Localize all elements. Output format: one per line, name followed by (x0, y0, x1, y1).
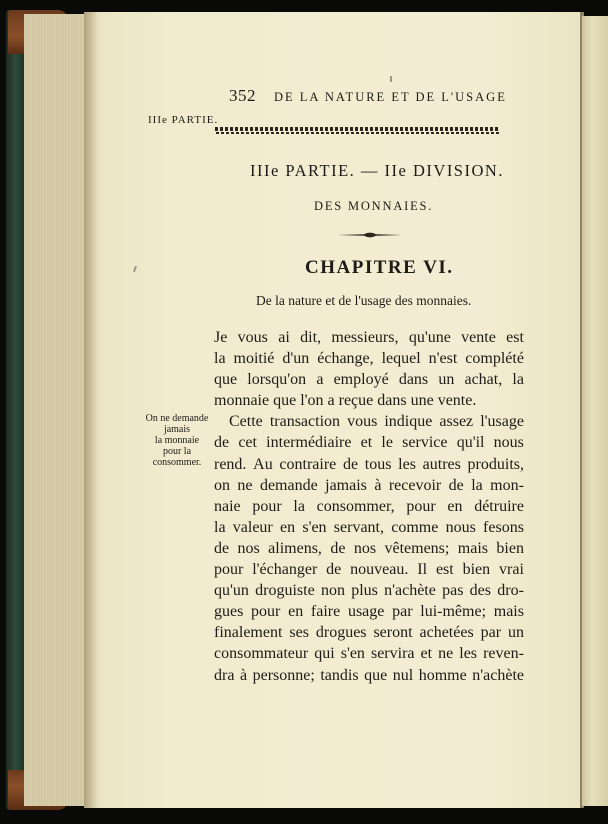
body-line: monnaie que l'on a reçue dans une vente. (214, 392, 477, 410)
body-line: consommateur qui s'en servira et ne les reven- (214, 645, 524, 663)
body-line: qu'un droguiste non plus n'achète pas des dro- (214, 582, 524, 600)
margin-note-line: la monnaie (154, 435, 200, 446)
margin-note-line: jamais (163, 424, 191, 435)
page-number: 352 (229, 86, 256, 105)
body-line: rend. Au contraire de tous les autres produits, (214, 455, 524, 473)
body-line: pour l'échanger de nouveau. Il est bien vrai (214, 561, 524, 579)
paper-speck (390, 76, 392, 82)
chapter-subtitle: De la nature et de l'usage des monnaies. (256, 293, 472, 308)
margin-note-line: pour la (162, 446, 192, 457)
body-line: finalement ses drogues seront achetées par un (214, 624, 524, 642)
flourish-divider (338, 231, 402, 239)
running-head: DE LA NATURE ET DE L'USAGE (274, 90, 507, 104)
ornamental-rule (215, 127, 499, 131)
margin-part-label: IIIe PARTIE. (148, 114, 219, 126)
body-line: gues pour en faire usage par lui-même; mais (214, 603, 524, 621)
ornamental-rule-lower (215, 132, 499, 134)
body-line: dra à personne; tandis que nul homme n'achète (214, 666, 524, 684)
body-line: Cette transaction vous indique assez l'usage (229, 413, 524, 431)
body-line: de nos alimens, de nos vêtemens; mais bien (214, 539, 524, 557)
body-line: que lorsqu'on a employé dans un achat, la (214, 371, 524, 389)
page-gutter-shadow (84, 12, 98, 808)
body-line: naie pour la consommer, pour en détruire (214, 497, 524, 515)
margin-note (144, 413, 210, 468)
body-text (214, 327, 524, 686)
part-title: IIIe PARTIE. — IIe DIVISION. (250, 161, 504, 180)
body-line: la valeur en s'en servant, comme nous fesons (214, 518, 524, 536)
page-edges (24, 14, 86, 806)
margin-note-line: consommer. (152, 457, 202, 468)
facing-page-edge (582, 16, 608, 806)
body-line: de cet intermédiaire et le service qu'il nous (214, 434, 524, 452)
body-line: on ne demande jamais à recevoir de la mon- (214, 476, 524, 494)
body-line: Je vous ai dit, messieurs, qu'une vente est (214, 329, 524, 346)
section-title: DES MONNAIES. (314, 199, 434, 213)
margin-note-line: On ne demande (145, 413, 209, 424)
chapter-title: CHAPITRE VI. (305, 257, 454, 278)
body-line: la moitié d'un échange, lequel n'est complété (214, 350, 524, 368)
